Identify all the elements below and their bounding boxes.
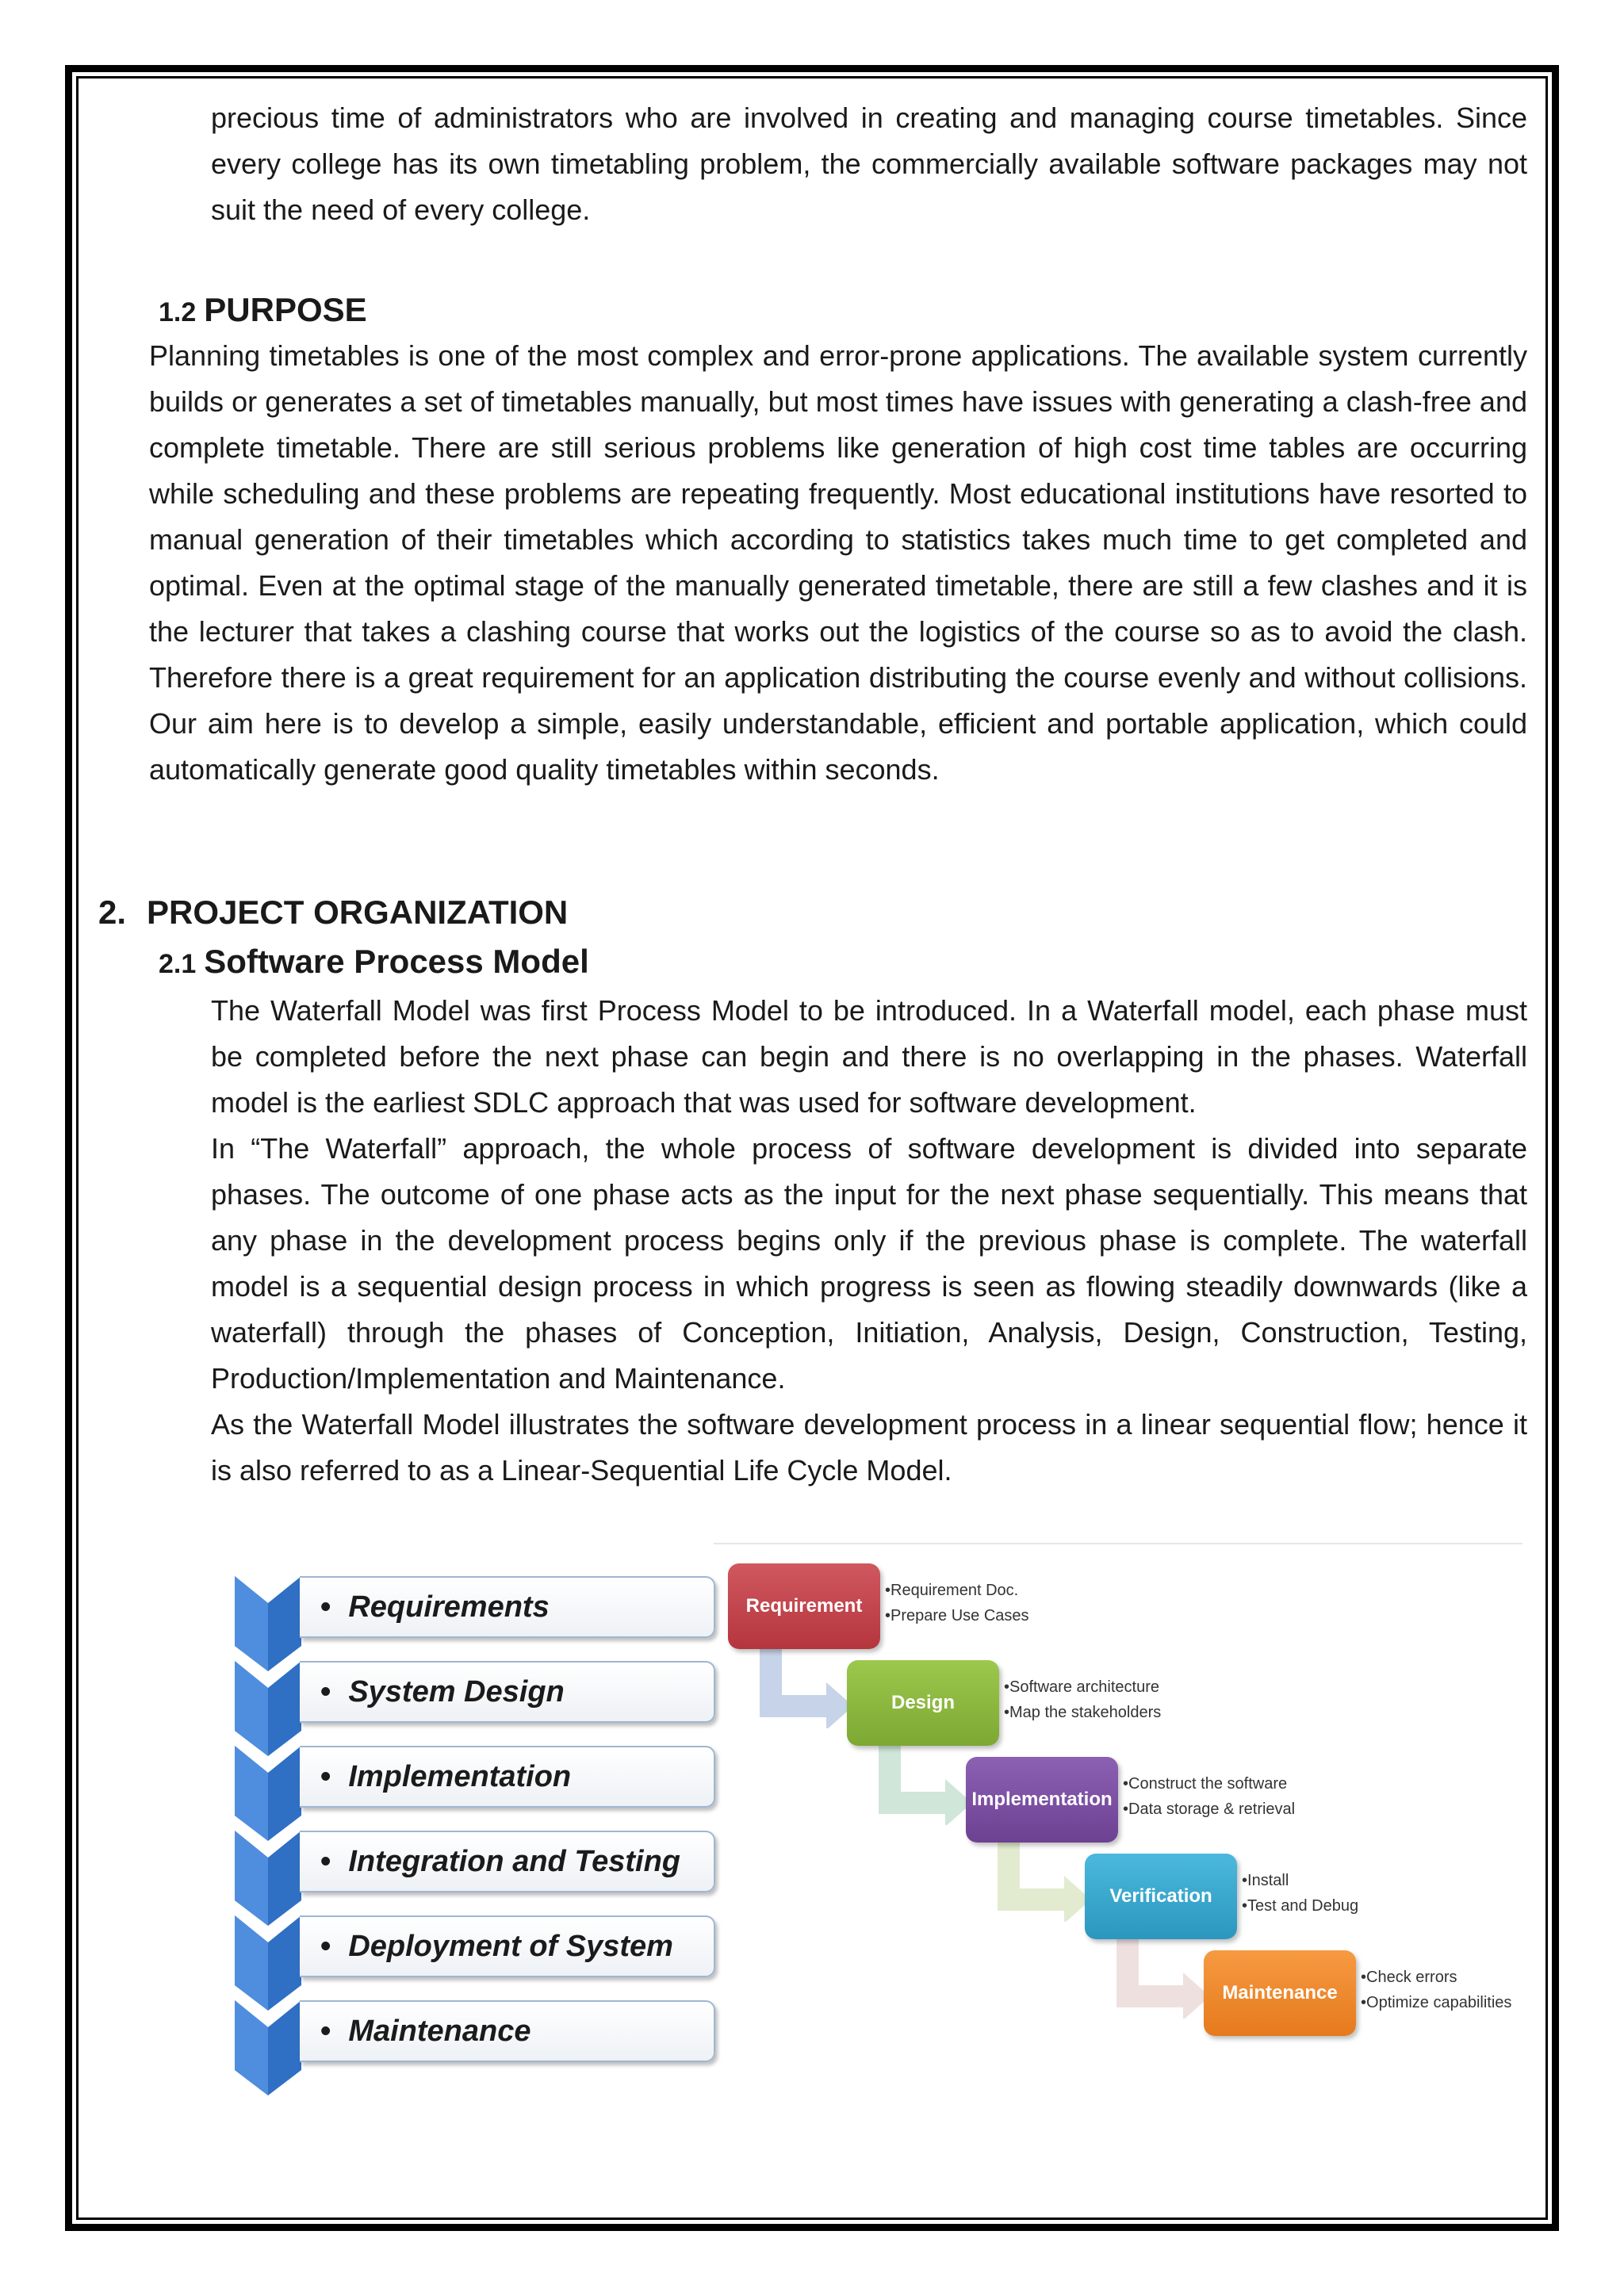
step-deployment <box>300 1915 715 1977</box>
process-model-paragraph-2: In “The Waterfall” approach, the whole process of software development is divided into separate phases. The outcome of one phase acts as the input for the next phase sequentially. This means that any phase in the development process begins only if the previous phase is complete. The waterfall model is a sequential design process in which progress is seen as flowing steadily downwards (like a waterfall) through the phases of Conception, Initiation, Analysis, Design, Construction, Testing, Production/Implementation and Maintenance. <box>211 1132 1527 1395</box>
phase-design: Design <box>847 1660 999 1746</box>
phase-verification-notes: •Install •Test and Debug <box>1242 1872 1359 1915</box>
project-organization-heading <box>98 893 568 932</box>
arrow-right-icon <box>991 1843 1094 1922</box>
step-label: Maintenance <box>348 2014 531 2048</box>
step-label: Integration and Testing <box>348 1844 681 1878</box>
diagram-divider <box>714 1543 1522 1544</box>
step-bullet: • <box>320 1844 331 1878</box>
continuation-paragraph: precious time of administrators who are involved in creating and managing course timetables. Since every college has its own timetabling problem, the commercially available software packages may not suit the need of every college. <box>211 101 1527 226</box>
step-label: Implementation <box>348 1759 572 1793</box>
step-bullet: • <box>320 1929 331 1963</box>
process-model-paragraph-3: As the Waterfall Model illustrates the software development process in a linear sequential flow; hence it is also referred to as a Linear-Sequential Life Cycle Model. <box>211 1408 1527 1487</box>
arrow-right-icon <box>872 1746 975 1825</box>
phase-maintenance: Maintenance <box>1204 1950 1356 2036</box>
step-requirements <box>300 1576 715 1638</box>
chevron-down-icon <box>230 1831 306 1929</box>
process-model-paragraph-1: The Waterfall Model was first Process Model to be introduced. In a Waterfall model, each phase must be completed before the next phase can begin and there is no overlapping in the phases. Waterfall model is the earliest SDLC approach that was used for software development. <box>211 994 1527 1119</box>
step-label: Deployment of System <box>348 1929 673 1963</box>
phase-implementation: Implementation <box>966 1757 1118 1843</box>
chevron-down-icon <box>230 1576 306 1674</box>
purpose-paragraph: Planning timetables is one of the most complex and error-prone applications. The available system currently builds or generates a set of timetables manually, but most times have issues with generating a clash-free and complete timetable. There are still serious problems like generation of high cost time tables are occurring while scheduling and these problems are repeating frequently. Most educational institutions have resorted to manual generation of their timetables which according to statistics takes much time to get completed and optimal. Even at the optimal stage of the manually generated timetable, there are still a few clashes and it is the lecturer that takes a clashing course that works out the logistics of the course so as to avoid the clash. Therefore there is a great requirement for an application distributing the course evenly and without collisions. Our aim here is to develop a simple, easily understandable, efficient and portable application, which could automatically generate good quality timetables within seconds. <box>149 339 1527 786</box>
process-model-number: 2.1 <box>159 949 197 979</box>
phase-verification: Verification <box>1085 1854 1237 1939</box>
step-bullet: • <box>320 1759 331 1793</box>
step-integration-testing <box>300 1831 715 1892</box>
phase-maintenance-notes: •Check errors •Optimize capabilities <box>1361 1969 1512 2011</box>
process-model-title: Software Process Model <box>204 943 589 980</box>
purpose-heading <box>159 290 367 332</box>
chevron-down-icon <box>230 1661 306 1759</box>
phase-implementation-notes: •Construct the software •Data storage & retrieval <box>1123 1775 1296 1818</box>
step-label: Requirements <box>348 1590 550 1624</box>
phase-requirement: Requirement <box>728 1563 880 1649</box>
step-bullet: • <box>320 1590 331 1624</box>
arrow-right-icon <box>1110 1939 1213 2019</box>
process-model-heading <box>159 942 589 984</box>
phase-requirement-notes: •Requirement Doc. •Prepare Use Cases <box>885 1582 1029 1624</box>
step-maintenance <box>300 2000 715 2062</box>
step-bullet: • <box>320 1674 331 1709</box>
chevron-down-icon <box>230 1746 306 1844</box>
chevron-down-icon <box>230 2000 306 2099</box>
step-bullet: • <box>320 2014 331 2048</box>
project-organization-number: 2. <box>98 894 127 931</box>
purpose-heading-number: 1.2 <box>159 297 197 327</box>
step-system-design <box>300 1661 715 1723</box>
step-implementation <box>300 1746 715 1808</box>
project-organization-title: PROJECT ORGANIZATION <box>147 894 569 931</box>
phase-design-notes: •Software architecture •Map the stakeholders <box>1004 1678 1162 1721</box>
step-label: System Design <box>348 1674 565 1709</box>
arrow-right-icon <box>753 1649 856 1728</box>
chevron-down-icon <box>230 1915 306 2014</box>
purpose-heading-title: PURPOSE <box>204 291 367 328</box>
